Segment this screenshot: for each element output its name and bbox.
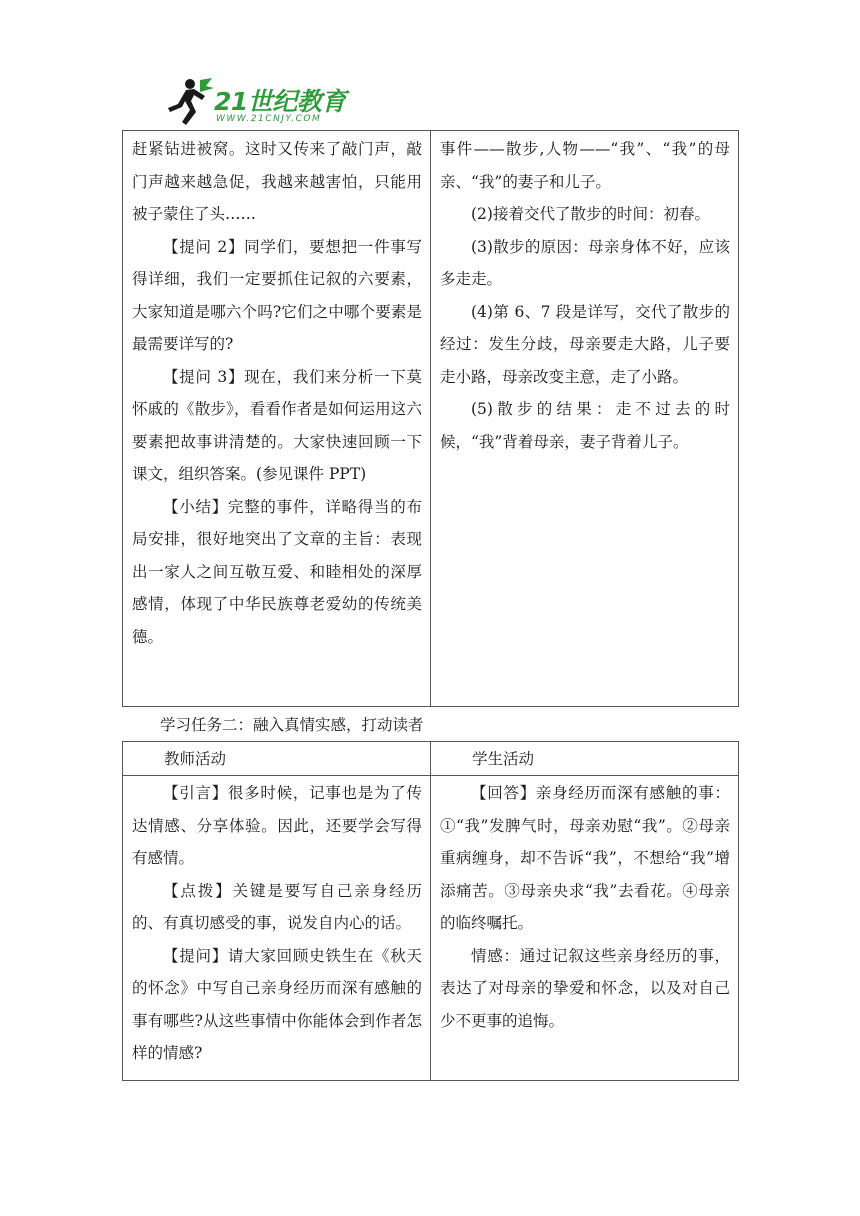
paragraph: 【点拨】关键是要写自己亲身经历的、有真切感受的事，说发自内心的话。 (132, 881, 422, 932)
table-2-right-cell (440, 777, 730, 1037)
paragraph: 【小结】完整的事件，详略得当的布局安排，很好地突出了文章的主旨：表现出一家人之间互敬互爱、和睦相处的深厚感情，体现了中华民族尊老爱幼的传统美德。 (132, 497, 422, 646)
paragraph: (5)散步的结果：走不过去的时候，“我”背着母亲，妻子背着儿子。 (440, 400, 730, 451)
brand-logo (160, 74, 370, 130)
table-1-right-cell (440, 133, 730, 458)
paragraph: (3)散步的原因：母亲身体不好，应该多走走。 (440, 237, 730, 288)
table-2-divider (430, 741, 431, 1081)
paragraph: (2)接着交代了散步的时间：初春。 (471, 205, 710, 223)
paragraph: 【提问 2】同学们，要想把一件事写得详细，我们一定要抓住记叙的六要素，大家知道是哪六个吗?它们之中哪个要素是最需要详写的? (132, 237, 422, 353)
logo-brand-text: 21世纪教育 (214, 87, 346, 116)
paragraph: 赶紧钻进被窝。这时又传来了敲门声，敲门声越来越急促，我越来越害怕，只能用被子蒙住了头…… (132, 140, 422, 223)
paragraph: 【提问 3】现在，我们来分析一下莫怀戚的《散步》，看看作者是如何运用这六要素把故事讲清楚的。大家快速回顾一下课文，组织答案。(参见课件 PPT) (132, 367, 422, 483)
table-1-divider (430, 130, 431, 707)
logo-url-text: WWW.21CNJY.COM (216, 114, 322, 124)
paragraph: 情感：通过记叙这些亲身经历的事，表达了对母亲的挚爱和怀念，以及对自己少不更事的追悔。 (440, 946, 730, 1030)
paragraph: 【提问】请大家回顾史铁生在《秋天的怀念》中写自己亲身经历而深有感触的事有哪些?从这些事情中你能体会到作者怎样的情感? (132, 946, 422, 1062)
paragraph: 【回答】亲身经历而深有感触的事：①“我”发脾气时，母亲劝慰“我”。②母亲重病缠身，却不告诉“我”，不想给“我”增添痛苦。③母亲央求“我”去看花。④母亲的临终嘱托。 (440, 784, 730, 932)
teacher-activity-header: 教师活动 (164, 750, 227, 768)
student-activity-header: 学生活动 (472, 750, 535, 768)
paragraph: (4)第 6、7 段是详写，交代了散步的经过：发生分歧，母亲要走大路，儿子要走小路，母亲改变主意，走了小路。 (440, 302, 730, 386)
runner-logo-icon (160, 74, 216, 130)
paragraph: 【引言】很多时候，记事也是为了传达情感、分享体验。因此，还要学会写得有感情。 (132, 784, 422, 867)
paragraph: 事件——散步,人物——“我”、“我”的母亲、“我”的妻子和儿子。 (440, 140, 730, 191)
table-1-left-cell (132, 133, 422, 653)
task-2-heading: 学习任务二：融入真情实感，打动读者 (160, 716, 424, 734)
table-2-left-cell (132, 777, 422, 1070)
